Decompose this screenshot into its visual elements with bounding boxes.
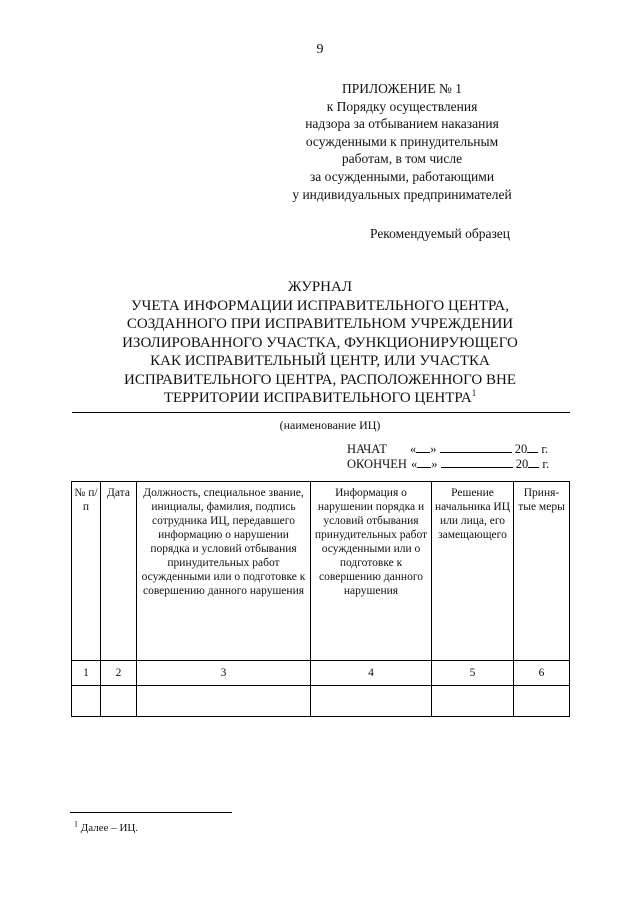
header-measures-taken: Приня-тые меры <box>514 482 570 661</box>
column-number-row <box>72 661 570 686</box>
appendix-line: у индивидуальных предпринимателей <box>292 186 512 202</box>
column-number: 6 <box>514 661 570 686</box>
header-violation-info: Информация о нарушении порядка и условий отбывания принудительных работ осужденными или о подготовке к совершению данного нарушения <box>311 482 432 661</box>
appendix-line: к Порядку осуществления <box>326 98 478 114</box>
journal-table <box>71 481 570 717</box>
table-row <box>72 686 570 717</box>
quote-open: « <box>409 442 417 456</box>
column-number: 1 <box>72 661 101 686</box>
footnote-separator <box>70 812 232 813</box>
table-cell <box>137 686 311 717</box>
recommended-sample-label: Рекомендуемый образец <box>369 226 510 241</box>
year-prefix: 20 <box>514 442 528 456</box>
header-date: Дата <box>101 482 137 661</box>
year-suffix: г. <box>541 442 549 456</box>
day-blank <box>417 457 431 468</box>
table-cell <box>72 686 101 717</box>
day-blank <box>416 442 430 453</box>
year-blank <box>528 457 539 468</box>
column-number: 5 <box>432 661 514 686</box>
year-prefix: 20 <box>515 457 529 471</box>
ended-date-row <box>347 457 549 472</box>
table-header-row <box>72 482 570 661</box>
year-suffix: г. <box>542 457 550 471</box>
journal-title-line: ИЗОЛИРОВАННОГО УЧАСТКА, ФУНКЦИОНИРУЮЩЕГО <box>122 334 518 351</box>
column-number: 4 <box>311 661 432 686</box>
journal-title-line: ЖУРНАЛ <box>287 279 353 295</box>
month-blank <box>440 442 512 453</box>
journal-title-line-last <box>60 389 580 408</box>
appendix-line: надзора за отбыванием наказания <box>305 116 499 132</box>
started-label: НАЧАТ <box>347 442 387 456</box>
header-row-number: № п/п <box>72 482 101 661</box>
organization-name-caption: (наименование ИЦ) <box>279 418 381 432</box>
quote-open: « <box>411 457 418 471</box>
appendix-line: ПРИЛОЖЕНИЕ № 1 <box>341 81 463 96</box>
journal-title-line: КАК ИСПРАВИТЕЛЬНЫЙ ЦЕНТР, ИЛИ УЧАСТКА <box>150 353 490 369</box>
appendix-line: за осужденными, работающими <box>309 168 495 184</box>
table-cell <box>311 686 432 717</box>
journal-title-line: СОЗДАННОГО ПРИ ИСПРАВИТЕЛЬНОМ УЧРЕЖДЕНИИ <box>126 316 514 332</box>
journal-title-line: ТЕРРИТОРИИ ИСПРАВИТЕЛЬНОГО ЦЕНТРА <box>163 390 472 406</box>
ended-label: ОКОНЧЕН <box>347 457 407 471</box>
page-number: 9 <box>316 42 324 57</box>
started-date-row <box>347 442 548 457</box>
quote-close: » <box>430 442 437 456</box>
table-cell <box>514 686 570 717</box>
table-cell <box>101 686 137 717</box>
organization-name-line <box>72 412 570 413</box>
quote-close: » <box>431 457 438 471</box>
appendix-header <box>252 80 552 203</box>
footnote-text: Далее – ИЦ. <box>80 822 139 834</box>
header-employee-info: Должность, специальное звание, инициалы, фамилия, подпись сотрудника ИЦ, передавшего информацию о нарушении порядка и условий отбывания принудительных работ осужденными или о подготовке к совершению данного нарушения <box>137 482 311 661</box>
column-number: 3 <box>137 661 311 686</box>
footnote-mark: 1 <box>74 819 78 829</box>
journal-title-line: ИСПРАВИТЕЛЬНОГО ЦЕНТРА, РАСПОЛОЖЕННОГО ВНЕ <box>123 371 516 388</box>
month-blank <box>441 457 513 468</box>
header-head-decision: Решение начальника ИЦ или лица, его замещающего <box>432 482 514 661</box>
appendix-line: работам, в том числе <box>341 151 463 167</box>
journal-title <box>60 278 580 408</box>
footnote <box>74 819 139 834</box>
appendix-line: осужденными к принудительным <box>305 133 499 149</box>
table-cell <box>432 686 514 717</box>
footnote-reference: 1 <box>471 388 477 398</box>
journal-title-line: УЧЕТА ИНФОРМАЦИИ ИСПРАВИТЕЛЬНОГО ЦЕНТРА, <box>130 297 510 314</box>
year-blank <box>527 442 538 453</box>
column-number: 2 <box>101 661 137 686</box>
